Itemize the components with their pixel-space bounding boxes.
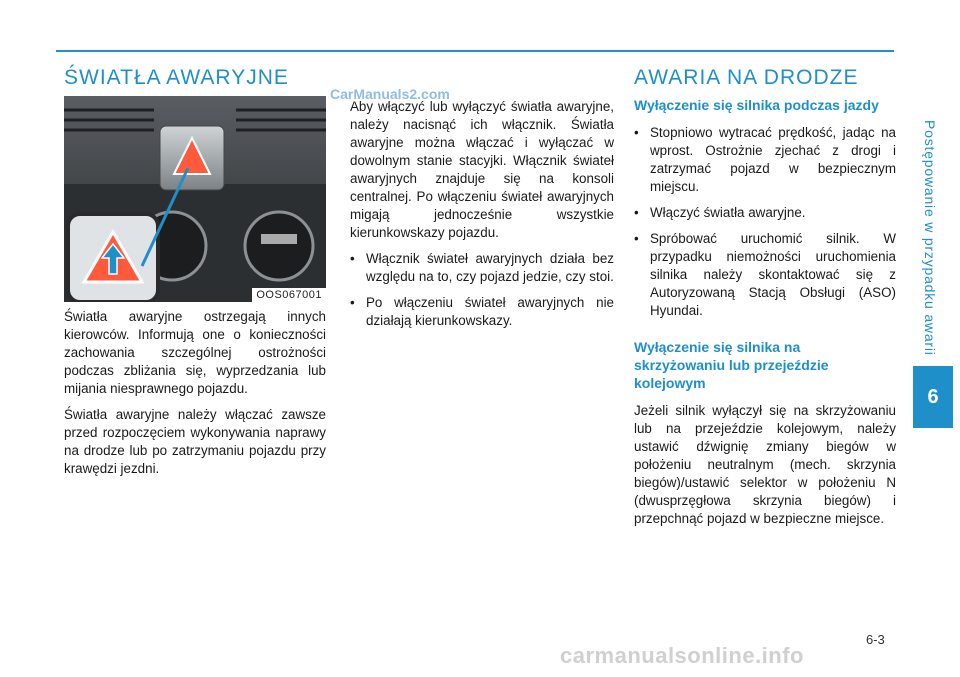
bullet-icon: • — [634, 125, 639, 140]
chapter-number-tab: 6 — [913, 366, 953, 428]
page-number: 6-3 — [866, 632, 885, 647]
chapter-title: Postępowanie w przypadku awarii — [922, 120, 938, 356]
paragraph: Światła awaryjne należy włączać zawsze przed rozpoczęciem wykonywania naprawy na drodze lub po zatrzymaniu pojazdu przy krawędzi jezdni. — [64, 407, 326, 476]
list-item: • Po włączeniu świateł awaryjnych nie działają kierunkowskazy. — [350, 295, 614, 328]
console-illustration — [64, 96, 326, 302]
bullet-list — [634, 124, 896, 320]
paragraph: Aby włączyć lub wyłączyć światła awaryjne, należy nacisnąć ich włącznik. Światła awaryjne można włączać i wyłączać w dowolnym stanie stacyjki. Włącznik świateł awaryjnych znajduje się na konsoli centralnej. Po włączeniu świateł awaryjnych migają jednocześnie wszystkie kierunkowskazy pojazdu. — [350, 99, 614, 240]
subheading-crossing-stall: Wyłączenie się silnika na skrzyżowaniu lub przejeździe kolejowym — [634, 339, 829, 391]
list-item: • Spróbować uruchomić silnik. W przypadku niemożności uruchomienia silnika należy skontaktować się z Autoryzowaną Stacją Obsługi (ASO) Hyundai. — [634, 231, 896, 318]
middle-column-text — [350, 98, 614, 338]
paragraph: Jeżeli silnik wyłączył się na skrzyżowaniu lub na przejeździe kolejowym, należy ustawić dźwignię zmiany biegów w położeniu neutralnym (mech. skrzynia biegów)/ustawić selektor w położeniu N (dwusprzęgłowa skrzynia biegów) i przepchnąć pojazd w bezpieczne miejsce. — [634, 403, 896, 526]
watermark-bottom: carmanualsonline.info — [560, 643, 804, 668]
bullet-icon: • — [634, 205, 639, 220]
watermark-top: CarManuals2.com — [330, 86, 450, 102]
subheading-engine-stall: Wyłączenie się silnika podczas jazdy — [634, 97, 879, 113]
bullet-icon: • — [634, 231, 639, 246]
right-column-text — [634, 96, 896, 536]
list-item: • Włączyć światła awaryjne. — [634, 205, 806, 220]
paragraph: Światła awaryjne ostrzegają innych kierowców. Informują one o konieczności zachowania szczególnej ostrożności podczas zbliżania się, wyprzedzania lub mijania niesprawnego pojazdu. — [64, 309, 326, 396]
list-item: • Stopniowo wytracać prędkość, jadąc na wprost. Ostrożnie zjechać z drogi i zatrzymać pojazd w bezpiecznym miejscu. — [634, 125, 896, 194]
list-item: • Włącznik świateł awaryjnych działa bez względu na to, czy pojazd jedzie, czy stoi. — [350, 251, 614, 284]
hazard-switch-photo — [64, 96, 326, 302]
header-rule — [56, 50, 894, 52]
section-title-hazard-lights: ŚWIATŁA AWARYJNE — [64, 66, 289, 89]
left-column-text — [64, 308, 326, 486]
image-code: OOS067001 — [252, 288, 326, 302]
bullet-icon: • — [350, 295, 355, 310]
bullet-list — [350, 250, 614, 330]
bullet-icon: • — [350, 251, 355, 266]
section-title-breakdown: AWARIA NA DRODZE — [634, 66, 859, 89]
